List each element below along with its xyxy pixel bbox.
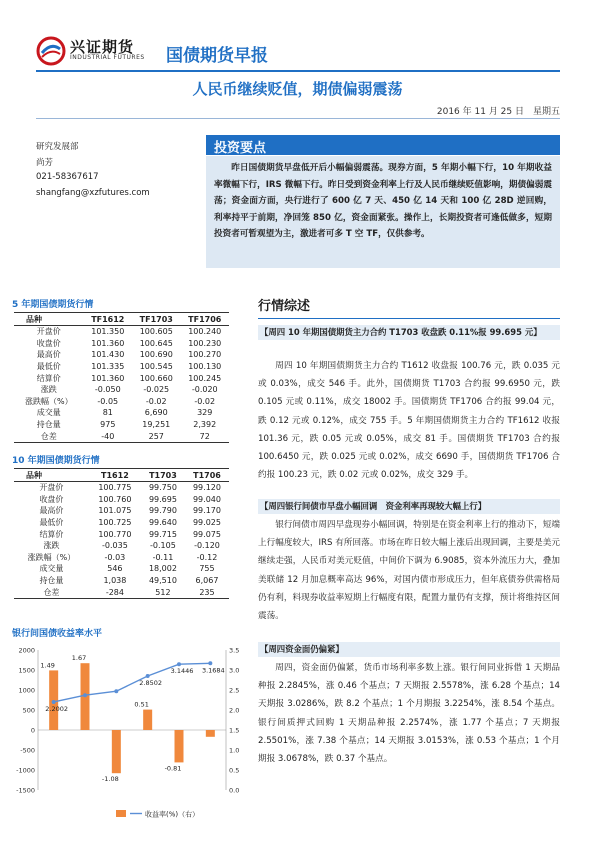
right-tick-label: 3.0 bbox=[229, 666, 240, 675]
table-cell: -0.03 bbox=[104, 552, 126, 562]
table-row bbox=[14, 482, 229, 494]
table-cell: 101.335 bbox=[91, 362, 125, 372]
table-cell: 99.790 bbox=[148, 506, 177, 516]
table-cell: -0.025 bbox=[143, 385, 170, 395]
table-5y-header: TF1706 bbox=[180, 313, 229, 326]
table-10y-title: 10 年期国债期货行情 bbox=[12, 456, 100, 466]
yield-point bbox=[114, 689, 118, 693]
table-cell: 100.240 bbox=[188, 327, 222, 337]
table-cell: 100.725 bbox=[98, 518, 132, 528]
table-cell: -0.105 bbox=[150, 541, 176, 551]
table-cell: -0.02 bbox=[145, 396, 167, 406]
review-title: 行情综述 bbox=[258, 299, 311, 314]
table-cell: 99.715 bbox=[148, 529, 177, 539]
left-tick-label: 500 bbox=[22, 706, 35, 715]
left-tick-label: 1000 bbox=[18, 686, 35, 695]
company-logo bbox=[36, 34, 156, 68]
table-cell: -0.120 bbox=[194, 541, 220, 551]
yield-point bbox=[177, 662, 181, 666]
yield-point bbox=[146, 674, 150, 678]
row-label: 仓差 bbox=[14, 430, 84, 442]
right-tick-label: 1.0 bbox=[229, 746, 240, 755]
table-cell: 546 bbox=[107, 564, 123, 574]
right-tick-label: 2.0 bbox=[229, 706, 240, 715]
row-label: 涨跌 bbox=[43, 541, 60, 551]
row-label: 涨跌幅（%） bbox=[24, 396, 73, 406]
table-cell: 99.750 bbox=[148, 483, 177, 493]
table-5y bbox=[14, 312, 229, 443]
table-row bbox=[14, 517, 229, 529]
row-label: 涨跌 bbox=[40, 385, 57, 395]
table-cell: 49,510 bbox=[148, 576, 177, 586]
row-label: 最低价 bbox=[36, 362, 61, 372]
row-label: 收盘价 bbox=[36, 338, 61, 348]
table-cell: 101.360 bbox=[91, 338, 125, 348]
table-cell: 235 bbox=[185, 586, 229, 598]
table-cell: 99.695 bbox=[148, 494, 177, 504]
review-divider bbox=[258, 318, 560, 319]
key-points-title: 投资要点 bbox=[214, 141, 267, 156]
table-row bbox=[14, 419, 229, 431]
row-label: 成交量 bbox=[39, 564, 64, 574]
review-para-futures: 周四 10 年期国债期货主力合约 T1612 收盘报 100.76 元，跌 0.035 元或 0.03%，成交 546 手。此外，国债期货 T1703 合约报 99.6950 元，跌 0.105 元或 0.11%，成交 18002 手。国债期货 TF1706 合约报 99.04 元，跌 0.12 元或 0.12%，成交 755 手。5 年期国债期货主力合约 TF1612 收报 101.36 元，跌 0.05 元或 0.05%，成交 81 手。国债期货 TF1703 合约报 100.6450 元，跌 0.025 元或 0.02%，成交 6690 手，国债期货 TF1706 合约报 100.23 元，跌 0.02 元或 0.02%，成交 329 手。 bbox=[258, 361, 560, 481]
table-10y-header: T1706 bbox=[185, 469, 229, 482]
review-para-bonds: 银行间债市周四早盘现券小幅回调，特别是在资金利率上行的推动下，短端上行幅度较大，IRS 有所回落。市场在昨日较大幅上涨后出现回调，主要是美元继续走强，人民币对美元贬值，中间价下调为 6.9085，资本外流压力大，叠加美联储 12 月加息概率高达 96%，对国内债市形成压力，但年底债券供需格局仍有利，料现券收益率短期上行幅度有限，配置力量仍有支撑，预计将维持区间震荡。 bbox=[258, 520, 560, 622]
row-label: 涨跌幅（%） bbox=[27, 552, 76, 562]
table-row bbox=[14, 372, 229, 384]
row-label: 最低价 bbox=[39, 518, 64, 528]
key-points-header bbox=[206, 135, 560, 155]
key-points-box bbox=[206, 156, 560, 268]
table-cell: -0.050 bbox=[94, 385, 121, 395]
table-row bbox=[14, 407, 229, 419]
table-5y-header: TF1612 bbox=[84, 313, 132, 326]
row-label: 持仓量 bbox=[39, 576, 64, 586]
table-5y-title: 5 年期国债期货行情 bbox=[12, 300, 94, 310]
author-phone: 021-58367617 bbox=[36, 172, 99, 182]
table-cell: 99.640 bbox=[148, 518, 177, 528]
table-cell: 99.025 bbox=[192, 518, 221, 528]
bar-data-label: 0.51 bbox=[134, 700, 149, 709]
yield-point bbox=[83, 693, 87, 697]
header-divider bbox=[36, 70, 560, 72]
table-cell: 99.170 bbox=[192, 506, 221, 516]
row-label: 持仓量 bbox=[36, 420, 61, 430]
legend-bar-swatch bbox=[116, 810, 126, 817]
logo-english-name: INDUSTRIAL FUTURES bbox=[70, 54, 145, 61]
table-cell: 755 bbox=[199, 564, 215, 574]
table-row bbox=[14, 563, 229, 575]
row-label: 仓差 bbox=[14, 586, 89, 598]
row-label: 开盘价 bbox=[36, 327, 61, 337]
table-cell: 512 bbox=[141, 586, 185, 598]
key-points-text: 昨日国债期货早盘低开后小幅偏弱震荡。现券方面，5 年期小幅下行，10 年期收益率微幅下行，IRS 微幅下行。昨日受到资金利率上行及人民币继续贬值影响，期债偏弱震荡；资金面方面，央行进行了 600 亿 7 天、450 亿 14 天和 100 亿 28D 逆回购，利率持平于前期，净回笼 850 亿，资金面紧张。操作上，长期投资者可逢低做多，短期投资者可暂观望为主，激进者可多 T 空 TF，仅供参考。 bbox=[214, 163, 552, 240]
date-divider bbox=[36, 118, 560, 119]
table-cell: 100.545 bbox=[139, 362, 173, 372]
table-row bbox=[14, 338, 229, 350]
line-data-label: 3.1446 bbox=[170, 667, 194, 676]
left-tick-label: 0 bbox=[30, 726, 35, 735]
table-cell: 101.360 bbox=[91, 373, 125, 383]
author-name: 尚芳 bbox=[36, 158, 54, 168]
table-row bbox=[14, 430, 229, 442]
table-row bbox=[14, 384, 229, 396]
right-tick-label: 3.5 bbox=[229, 646, 240, 655]
line-data-label: 3.1684 bbox=[201, 666, 225, 675]
review-subhead-futures: 【周四 10 年期国债期货主力合约 T1703 收盘跌 0.11%报 99.695 元】 bbox=[258, 325, 560, 340]
table-cell: 1,038 bbox=[103, 576, 127, 586]
table-row bbox=[14, 361, 229, 373]
table-cell: 100.645 bbox=[139, 338, 173, 348]
table-row bbox=[14, 505, 229, 517]
table-cell: 99.120 bbox=[192, 483, 221, 493]
right-tick-label: 2.5 bbox=[229, 686, 240, 695]
table-cell: 100.245 bbox=[188, 373, 222, 383]
left-tick-label: 1500 bbox=[18, 666, 35, 675]
table-cell: 72 bbox=[180, 430, 229, 442]
table-cell: 6,690 bbox=[144, 408, 168, 418]
table-row bbox=[14, 326, 229, 338]
table-cell: -0.12 bbox=[196, 552, 218, 562]
table-cell: 101.430 bbox=[91, 350, 125, 360]
author-dept: 研究发展部 bbox=[36, 142, 79, 152]
bar-data-label: -1.08 bbox=[101, 775, 119, 784]
row-label: 结算价 bbox=[39, 529, 64, 539]
line-data-label: 2.8502 bbox=[139, 678, 163, 687]
table-cell: 99.075 bbox=[192, 529, 221, 539]
logo-emblem-icon bbox=[36, 36, 66, 66]
chart-title: 银行间国债收益率水平 bbox=[12, 629, 103, 639]
table-cell: 101.075 bbox=[98, 506, 132, 516]
report-title: 国债期货早报 bbox=[166, 46, 268, 66]
review-subhead-bonds: 【周四银行间债市早盘小幅回调 资金利率再现较大幅上行】 bbox=[258, 499, 560, 514]
table-10y bbox=[14, 468, 229, 599]
row-label: 收盘价 bbox=[39, 494, 64, 504]
table-cell: 100.775 bbox=[98, 483, 132, 493]
table-cell: 99.040 bbox=[192, 494, 221, 504]
table-cell: 81 bbox=[102, 408, 113, 418]
main-headline: 人民币继续贬值，期债偏弱震荡 bbox=[192, 80, 403, 98]
table-cell: 100.230 bbox=[188, 338, 222, 348]
report-date: 2016 年 11 月 25 日 星期五 bbox=[436, 107, 560, 117]
table-10y-header: T1612 bbox=[89, 469, 141, 482]
row-label: 最高价 bbox=[39, 506, 64, 516]
table-cell: 101.350 bbox=[91, 327, 125, 337]
bar-data-label: -0.81 bbox=[164, 764, 182, 773]
left-tick-label: -500 bbox=[20, 746, 35, 755]
table-10y-header: 品种 bbox=[14, 469, 89, 482]
yield-point bbox=[52, 700, 56, 704]
table-10y-header: T1703 bbox=[141, 469, 185, 482]
row-label: 成交量 bbox=[36, 408, 61, 418]
table-cell: 329 bbox=[197, 408, 213, 418]
yield-chart bbox=[12, 640, 252, 830]
right-tick-label: 1.5 bbox=[229, 726, 240, 735]
table-cell: -0.020 bbox=[191, 385, 218, 395]
right-tick-label: 0.0 bbox=[229, 786, 240, 795]
left-tick-label: -1000 bbox=[16, 766, 35, 775]
right-tick-label: 0.5 bbox=[229, 766, 240, 775]
table-cell: 100.130 bbox=[188, 362, 222, 372]
table-row bbox=[14, 586, 229, 598]
table-row bbox=[14, 349, 229, 361]
legend-label: 收益率(%)（右） bbox=[145, 810, 200, 819]
table-cell: 100.605 bbox=[139, 327, 173, 337]
yield-point bbox=[208, 661, 212, 665]
table-cell: 6,067 bbox=[195, 576, 219, 586]
table-5y-header: 品种 bbox=[14, 313, 84, 326]
row-label: 最高价 bbox=[36, 350, 61, 360]
table-cell: -0.11 bbox=[152, 552, 174, 562]
row-label: 结算价 bbox=[36, 373, 61, 383]
left-tick-label: 2000 bbox=[18, 646, 35, 655]
table-row bbox=[14, 528, 229, 540]
left-tick-label: -1500 bbox=[16, 786, 35, 795]
bar-data-label: 1.49 bbox=[40, 661, 55, 670]
review-para-money: 周四，资金面仍偏紧，货币市场利率多数上涨。银行间同业拆借 1 天期品种报 2.2845%，涨 0.46 个基点；7 天期报 2.5578%，涨 6.28 个基点；14 天期报 3.0286%，跌 8.2 个基点；1 个月期报 3.2254%，涨 8.54 个基点。银行间质押式回购 1 天期品种报 2.2574%，涨 1.77 个基点；7 天期报 2.5501%，涨 7.38 个基点；14 天期报 3.0153%，涨 0.53 个基点；1 个月期报 3.0678%，跌 0.37 个基点。 bbox=[258, 663, 560, 765]
table-cell: 2,392 bbox=[193, 420, 217, 430]
table-5y-header: TF1703 bbox=[132, 313, 180, 326]
table-row bbox=[14, 494, 229, 506]
author-email[interactable]: shangfang@xzfutures.com bbox=[36, 188, 150, 198]
bar bbox=[206, 730, 215, 737]
table-cell: 19,251 bbox=[142, 420, 171, 430]
review-subhead-money: 【周四资金面仍偏紧】 bbox=[258, 642, 560, 657]
table-cell: 100.270 bbox=[188, 350, 222, 360]
table-cell: 100.660 bbox=[139, 373, 173, 383]
table-row bbox=[14, 396, 229, 408]
line-data-label: 2.2002 bbox=[45, 704, 69, 713]
bar bbox=[112, 730, 121, 773]
table-cell: -0.05 bbox=[97, 396, 119, 406]
table-cell: -284 bbox=[89, 586, 141, 598]
table-row bbox=[14, 540, 229, 552]
table-row bbox=[14, 552, 229, 564]
table-cell: 257 bbox=[132, 430, 180, 442]
table-cell: 975 bbox=[100, 420, 116, 430]
table-cell: 100.770 bbox=[98, 529, 132, 539]
bar bbox=[175, 730, 184, 762]
table-row bbox=[14, 575, 229, 587]
bar-data-label: 1.67 bbox=[71, 654, 87, 663]
logo-chinese-name: 兴证期货 bbox=[70, 38, 135, 56]
table-cell: 100.690 bbox=[139, 350, 173, 360]
table-cell: -0.035 bbox=[102, 541, 128, 551]
table-cell: 100.760 bbox=[98, 494, 132, 504]
table-cell: -0.02 bbox=[194, 396, 216, 406]
row-label: 开盘价 bbox=[39, 483, 64, 493]
table-cell: 18,002 bbox=[148, 564, 177, 574]
bar bbox=[143, 710, 152, 730]
table-cell: -40 bbox=[84, 430, 132, 442]
